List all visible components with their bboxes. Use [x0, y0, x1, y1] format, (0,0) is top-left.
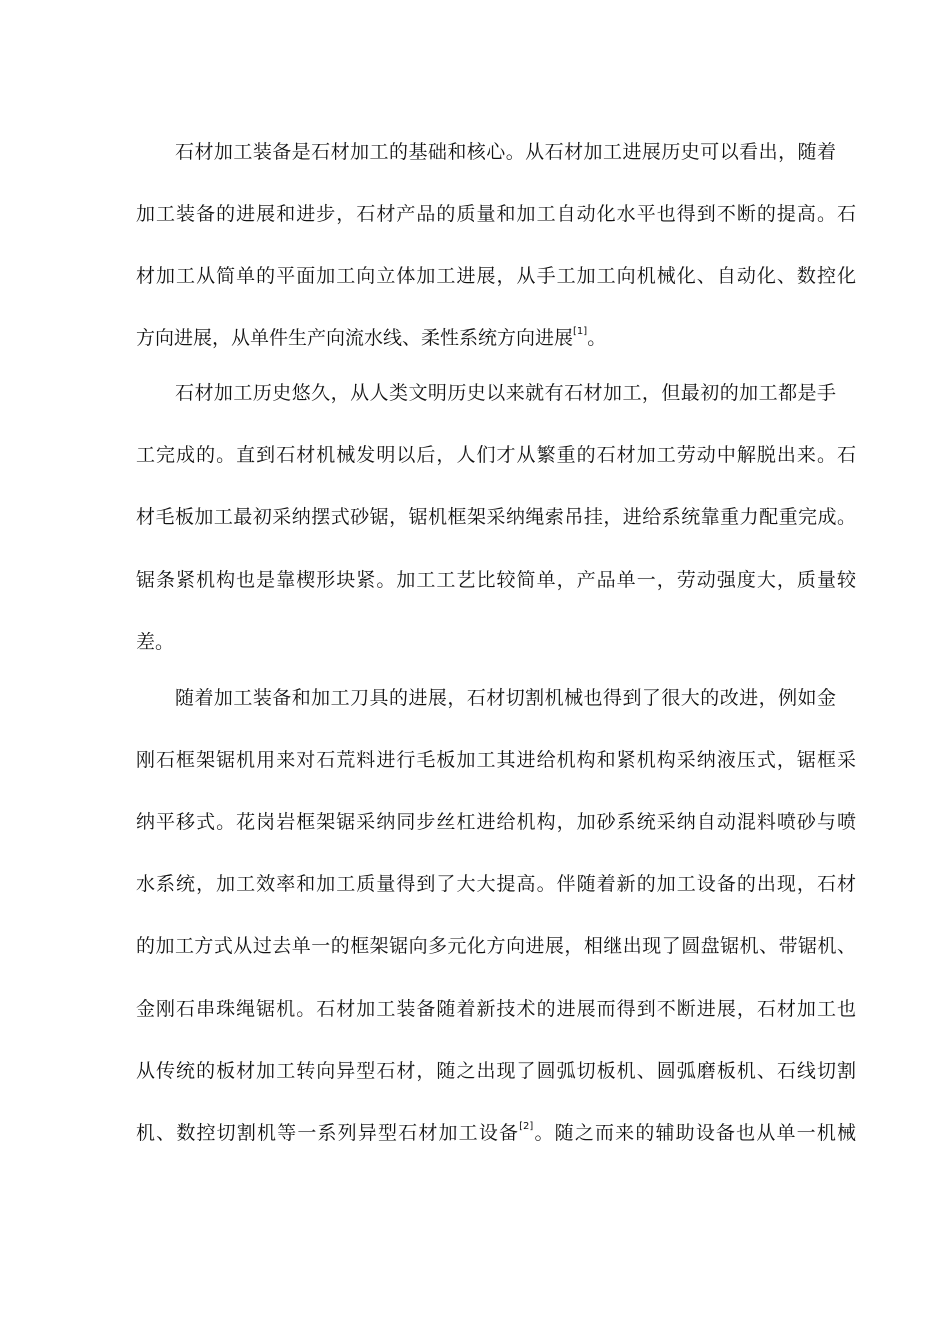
paragraph-3-line-4: 水系统，加工效率和加工质量得到了大大提高。伴随着新的加工设备的出现，石材	[136, 873, 856, 895]
paragraph-2-line-4: 锯条紧机构也是靠楔形块紧。加工工艺比较简单，产品单一，劳动强度大，质量较	[136, 569, 856, 591]
paragraph-1-line-2: 加工装备的进展和进步，石材产品的质量和加工自动化水平也得到不断的提高。石	[136, 203, 856, 225]
paragraph-1-line-1: 石材加工装备是石材加工的基础和核心。从石材加工进展历史可以看出，随着	[175, 141, 836, 163]
paragraph-2-line-5: 差。	[136, 631, 175, 653]
citation-1: [1]	[573, 325, 588, 337]
paragraph-3-line-7: 从传统的板材加工转向异型石材，随之出现了圆弧切板机、圆弧磨板机、石线切割	[136, 1060, 856, 1082]
paragraph-3-line-2: 刚石框架锯机用来对石荒料进行毛板加工其进给机构和紧机构采纳液压式，锯框采	[136, 749, 856, 771]
paragraph-3-line-3: 纳平移式。花岗岩框架锯采纳同步丝杠进给机构，加砂系统采纳自动混料喷砂与喷	[136, 811, 856, 833]
paragraph-2-line-1: 石材加工历史悠久，从人类文明历史以来就有石材加工，但最初的加工都是手	[175, 382, 836, 404]
paragraph-1-line-4: 方向进展，从单件生产向流水线、柔性系统方向进展[1]。	[136, 325, 607, 349]
paragraph-3-line-5: 的加工方式从过去单一的框架锯向多元化方向进展，相继出现了圆盘锯机、带锯机、	[136, 935, 856, 957]
paragraph-3-line-6: 金刚石串珠绳锯机。石材加工装备随着新技术的进展而得到不断进展，石材加工也	[136, 998, 856, 1020]
paragraph-3-line-1: 随着加工装备和加工刀具的进展，石材切割机械也得到了很大的改进，例如金	[175, 687, 836, 709]
paragraph-2-line-3: 材毛板加工最初采纳摆式砂锯，锯机框架采纳绳索吊挂，进给系统靠重力配重完成。	[136, 506, 856, 528]
paragraph-1-line-3: 材加工从简单的平面加工向立体加工进展，从手工加工向机械化、自动化、数控化	[136, 265, 856, 287]
citation-2: [2]	[519, 1120, 534, 1132]
paragraph-3-line-8: 机、数控切割机等一系列异型石材加工设备[2]。随之而来的辅助设备也从单一机械	[136, 1120, 856, 1144]
paragraph-2-line-2: 工完成的。直到石材机械发明以后，人们才从繁重的石材加工劳动中解脱出来。石	[136, 444, 856, 466]
